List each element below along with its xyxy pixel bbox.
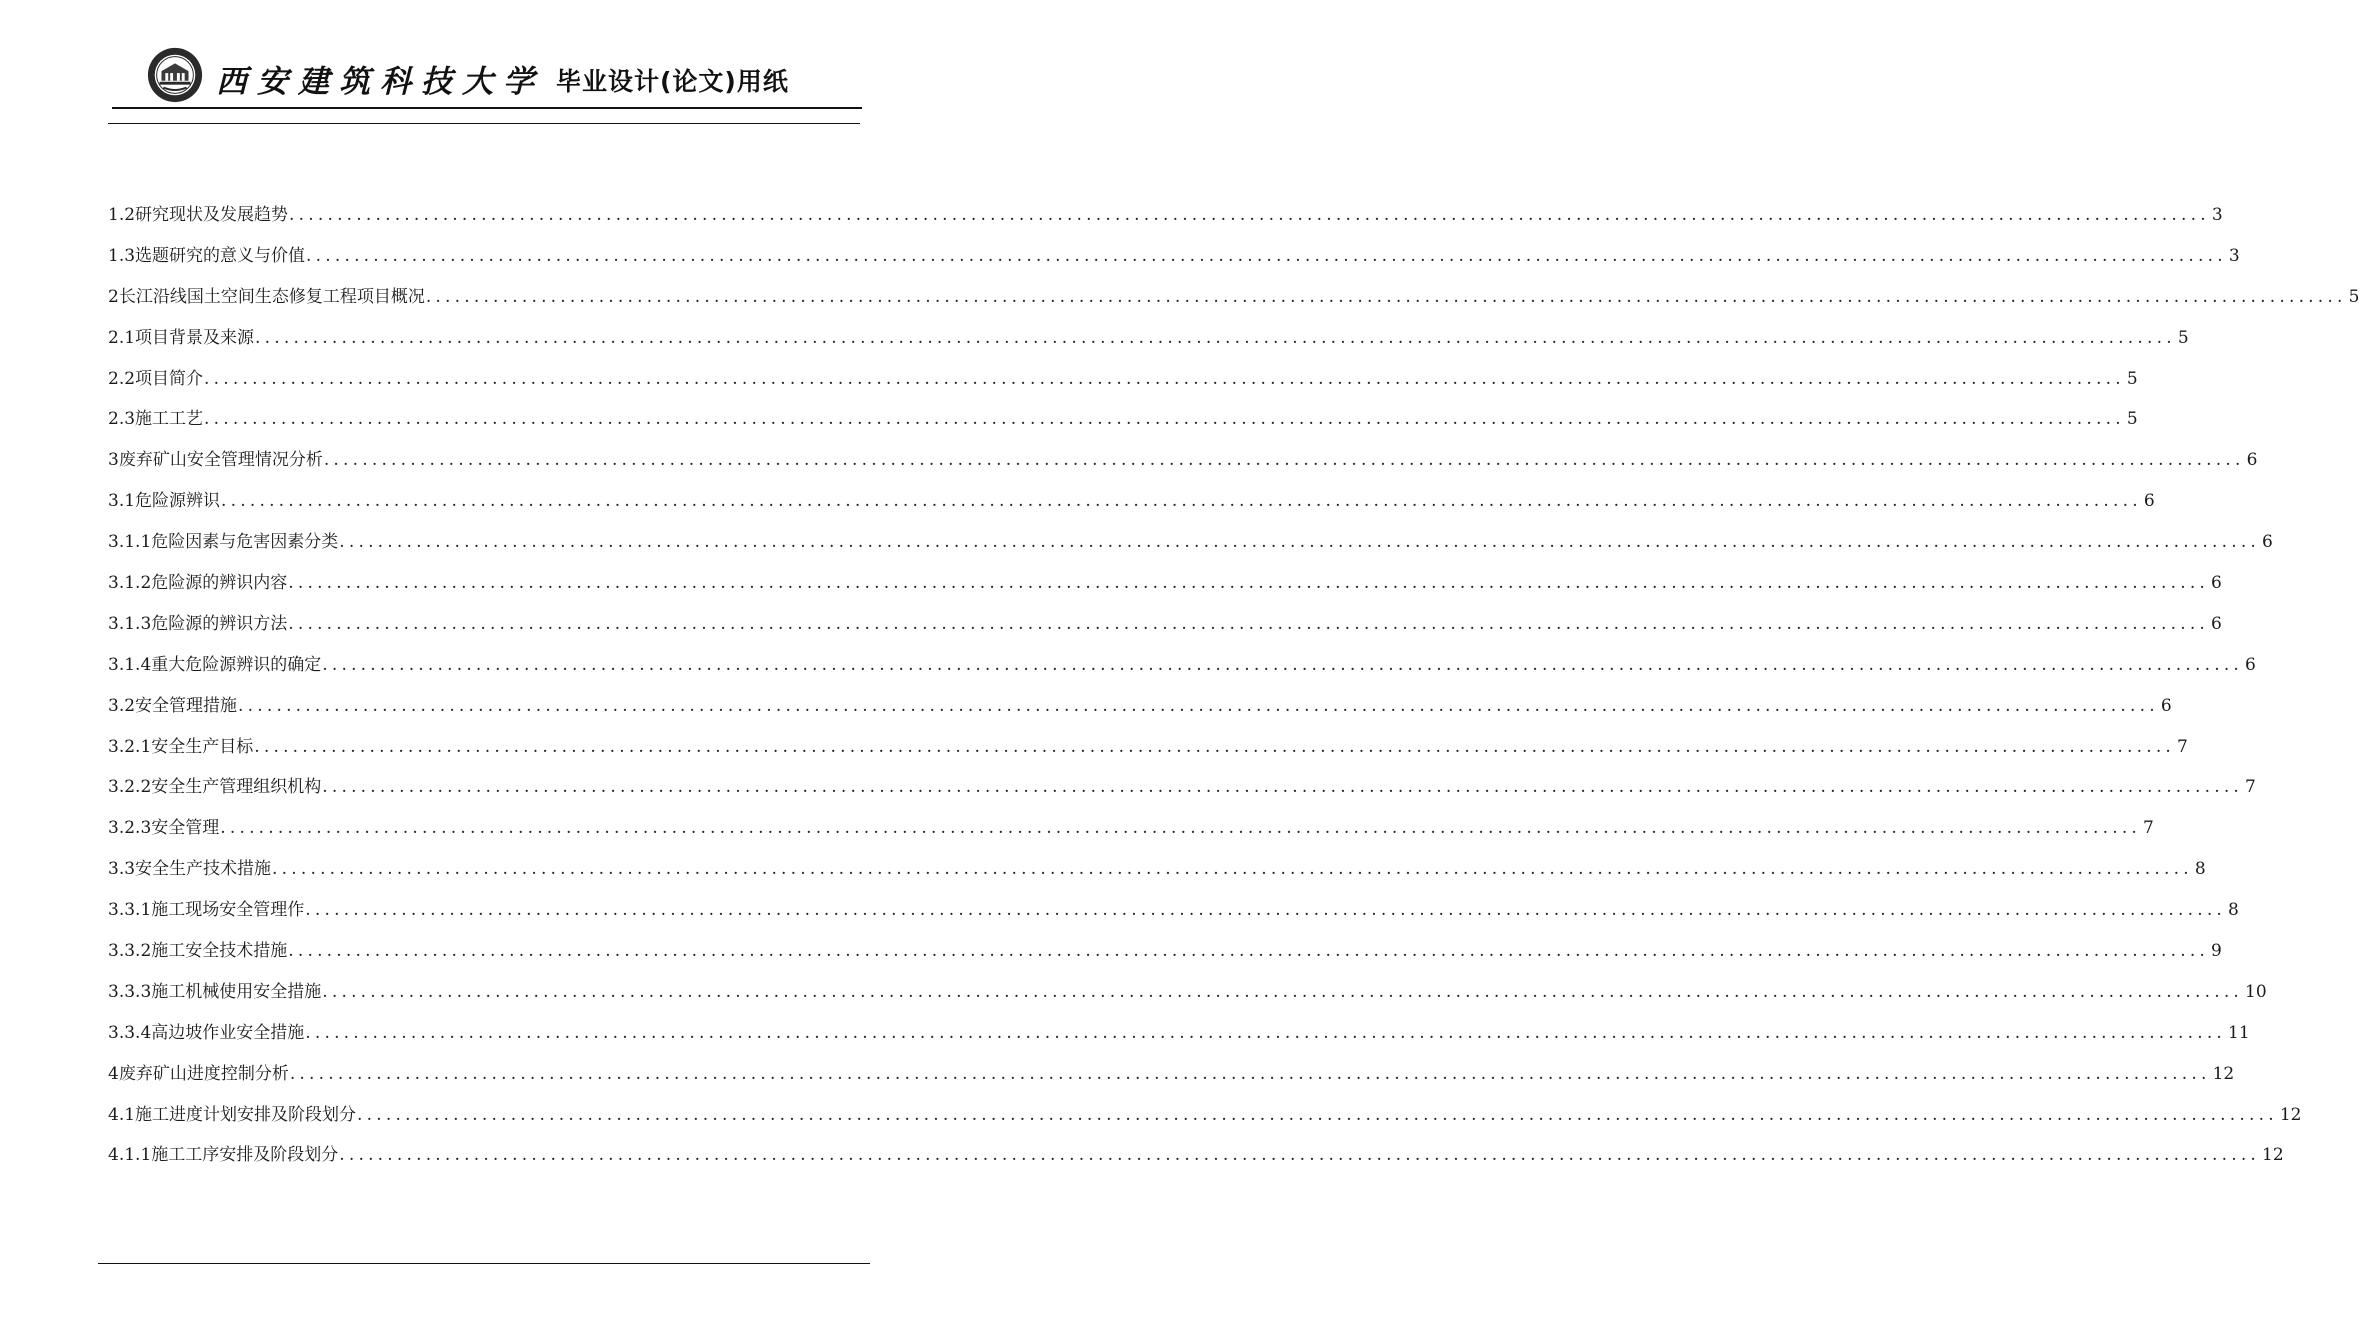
toc-entry-title: 4.1.1施工工序安排及阶段划分 bbox=[108, 1145, 339, 1166]
toc-dot-leader: ........................................................................................................................................................................................................ bbox=[323, 450, 2245, 471]
toc-dot-leader: ........................................................................................................................................................................................................ bbox=[255, 327, 2176, 348]
toc-entry[interactable] bbox=[108, 727, 2188, 768]
toc-dot-leader: ........................................................................................................................................................................................................ bbox=[288, 941, 2210, 962]
toc-dot-leader: ........................................................................................................................................................................................................ bbox=[272, 859, 2193, 880]
toc-entry[interactable] bbox=[108, 318, 2189, 359]
toc-entry[interactable] bbox=[108, 767, 2256, 808]
header-divider-thin bbox=[108, 123, 860, 124]
toc-dot-leader: ........................................................................................................................................................................................................ bbox=[306, 245, 2227, 266]
header-divider-thick bbox=[112, 107, 862, 109]
toc-dot-leader: ........................................................................................................................................................................................................ bbox=[357, 1104, 2278, 1125]
toc-entry[interactable] bbox=[108, 195, 2223, 236]
toc-entry-title: 3.2安全管理措施 bbox=[108, 695, 238, 716]
toc-entry[interactable] bbox=[108, 604, 2222, 645]
toc-dot-leader: ........................................................................................................................................................................................................ bbox=[289, 1063, 2211, 1084]
toc-entry[interactable] bbox=[108, 972, 2267, 1013]
toc-entry-title: 2.3施工工艺 bbox=[108, 409, 204, 430]
toc-entry-page-number: 7 bbox=[2143, 818, 2154, 839]
toc-entry-page-number: 5 bbox=[2126, 368, 2138, 389]
toc-entry-title: 1.3选题研究的意义与价值 bbox=[108, 245, 306, 266]
toc-entry-title: 4废弃矿山进度控制分析 bbox=[108, 1063, 289, 1084]
toc-dot-leader: ........................................................................................................................................................................................................ bbox=[339, 532, 2261, 553]
toc-dot-leader: ........................................................................................................................................................................................................ bbox=[339, 1145, 2261, 1166]
toc-dot-leader: ........................................................................................................................................................................................................ bbox=[322, 981, 2244, 1002]
toc-entry-title: 3.3安全生产技术措施 bbox=[108, 859, 272, 880]
toc-entry-page-number: 6 bbox=[2246, 450, 2258, 471]
toc-entry-title: 4.1施工进度计划安排及阶段划分 bbox=[108, 1104, 357, 1125]
paper-label: 毕业设计(论文)用纸 bbox=[556, 67, 789, 96]
toc-entry-page-number: 6 bbox=[2160, 695, 2172, 716]
toc-entry-title: 3.2.3安全管理 bbox=[108, 818, 220, 839]
toc-entry-title: 3.2.1安全生产目标 bbox=[108, 736, 254, 757]
toc-entry[interactable] bbox=[108, 399, 2138, 440]
toc-entry-page-number: 12 bbox=[2262, 1145, 2284, 1166]
toc-entry[interactable] bbox=[108, 808, 2154, 849]
toc-entry[interactable] bbox=[108, 440, 2258, 481]
toc-entry[interactable] bbox=[108, 890, 2239, 931]
footer-divider bbox=[98, 1263, 870, 1264]
toc-dot-leader: ........................................................................................................................................................................................................ bbox=[289, 205, 2210, 225]
toc-entry-page-number: 7 bbox=[2245, 777, 2256, 798]
toc-dot-leader: ........................................................................................................................................................................................................ bbox=[322, 654, 2244, 675]
toc-entry-page-number: 10 bbox=[2245, 981, 2267, 1002]
toc-entry-title: 2.2项目简介 bbox=[108, 368, 204, 389]
toc-entry-page-number: 3 bbox=[2228, 245, 2240, 266]
toc-entry-title: 3.1.1危险因素与危害因素分类 bbox=[108, 532, 339, 553]
toc-entry-page-number: 5 bbox=[2126, 409, 2138, 430]
toc-entry-page-number: 8 bbox=[2194, 859, 2206, 880]
toc-dot-leader: ........................................................................................................................................................................................................ bbox=[238, 695, 2159, 716]
toc-entry-page-number: 6 bbox=[2211, 613, 2222, 634]
toc-entry-title: 3.1.3危险源的辨识方法 bbox=[108, 613, 288, 634]
toc-entry-title: 1.2研究现状及发展趋势 bbox=[108, 205, 289, 225]
toc-entry-page-number: 12 bbox=[2212, 1063, 2235, 1084]
toc-entry[interactable] bbox=[108, 1095, 2302, 1136]
toc-dot-leader: ........................................................................................................................................................................................................ bbox=[204, 368, 2125, 389]
toc-dot-leader: ........................................................................................................................................................................................................ bbox=[204, 409, 2125, 430]
toc-entry-page-number: 12 bbox=[2279, 1104, 2302, 1125]
toc-entry[interactable] bbox=[108, 645, 2256, 686]
toc-entry[interactable] bbox=[108, 522, 2273, 563]
toc-entry-page-number: 5 bbox=[2348, 286, 2359, 307]
toc-entry[interactable] bbox=[108, 1135, 2284, 1176]
toc-dot-leader: ........................................................................................................................................................................................................ bbox=[254, 736, 2176, 757]
toc-entry-page-number: 3 bbox=[2211, 205, 2223, 225]
toc-dot-leader: ........................................................................................................................................................................................................ bbox=[288, 613, 2210, 634]
toc-entry-page-number: 5 bbox=[2177, 327, 2189, 348]
toc-entry-title: 3.3.1施工现场安全管理作 bbox=[108, 900, 305, 921]
toc-entry-page-number: 8 bbox=[2228, 900, 2239, 921]
toc-dot-leader: ........................................................................................................................................................................................................ bbox=[322, 777, 2244, 798]
toc-entry-title: 3.3.3施工机械使用安全措施 bbox=[108, 981, 322, 1002]
toc-dot-leader: ........................................................................................................................................................................................................ bbox=[221, 491, 2142, 512]
toc-entry[interactable] bbox=[108, 277, 2359, 318]
toc-entry-page-number: 9 bbox=[2211, 941, 2222, 962]
toc-entry[interactable] bbox=[108, 481, 2155, 522]
toc-dot-leader: ........................................................................................................................................................................................................ bbox=[305, 900, 2227, 921]
toc-entry[interactable] bbox=[108, 931, 2222, 972]
toc-dot-leader: ........................................................................................................................................................................................................ bbox=[425, 286, 2347, 307]
page-header bbox=[108, 40, 860, 112]
toc-entry-title: 3.3.2施工安全技术措施 bbox=[108, 941, 288, 962]
toc-entry-title: 3.3.4高边坡作业安全措施 bbox=[108, 1022, 305, 1043]
toc-entry[interactable] bbox=[108, 849, 2206, 890]
toc-entry-title: 3.1.4重大危险源辨识的确定 bbox=[108, 654, 322, 675]
toc-entry-page-number: 6 bbox=[2143, 491, 2155, 512]
toc-entry-title: 3废弃矿山安全管理情况分析 bbox=[108, 450, 323, 471]
toc-entry-title: 2长江沿线国土空间生态修复工程项目概况 bbox=[108, 286, 425, 307]
toc-entry-page-number: 6 bbox=[2211, 573, 2222, 594]
toc-entry-page-number: 7 bbox=[2177, 736, 2188, 757]
toc-entry-title: 3.1危险源辨识 bbox=[108, 491, 221, 512]
toc-entry-page-number: 11 bbox=[2228, 1022, 2250, 1043]
toc-entry[interactable] bbox=[108, 563, 2222, 604]
toc-dot-leader: ........................................................................................................................................................................................................ bbox=[305, 1022, 2227, 1043]
toc-dot-leader: ........................................................................................................................................................................................................ bbox=[220, 818, 2142, 839]
table-of-contents bbox=[108, 195, 2359, 1176]
toc-entry-title: 3.2.2安全生产管理组织机构 bbox=[108, 777, 322, 798]
university-name: 西安建筑科技大学 bbox=[216, 64, 544, 100]
toc-entry[interactable] bbox=[108, 1054, 2235, 1095]
toc-entry[interactable] bbox=[108, 359, 2138, 400]
toc-dot-leader: ........................................................................................................................................................................................................ bbox=[288, 573, 2210, 594]
toc-entry-title: 3.1.2危险源的辨识内容 bbox=[108, 573, 288, 594]
toc-entry[interactable] bbox=[108, 236, 2240, 277]
toc-entry[interactable] bbox=[108, 1013, 2250, 1054]
toc-entry-title: 2.1项目背景及来源 bbox=[108, 327, 255, 348]
toc-entry-page-number: 6 bbox=[2262, 532, 2273, 553]
toc-entry-page-number: 6 bbox=[2245, 654, 2256, 675]
toc-entry[interactable] bbox=[108, 686, 2172, 727]
university-seal-icon bbox=[146, 46, 204, 104]
